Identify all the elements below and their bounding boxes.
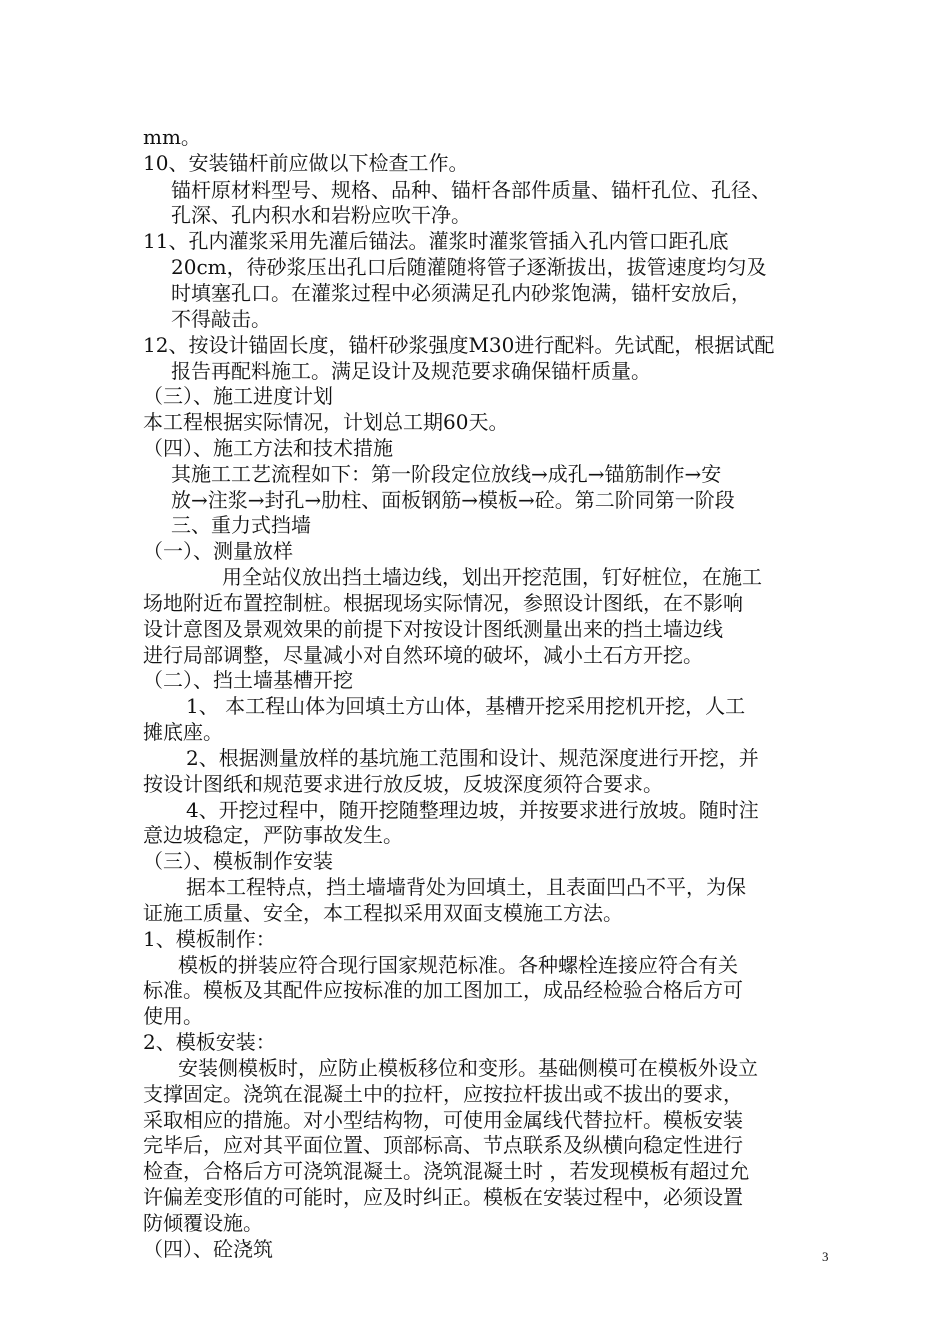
section-heading: （三）、模板制作安装 <box>143 849 333 873</box>
text-line: 20cm，待砂浆压出孔口后随灌随将管子逐渐拔出，拔管速度均匀及 <box>171 255 767 279</box>
text-line: 设计意图及景观效果的前提下对按设计图纸测量出来的挡土墙边线 <box>143 617 723 641</box>
text-line: 安装侧模板时，应防止模板移位和变形。基础侧模可在模板外设立 <box>178 1056 758 1080</box>
section-heading: 三、重力式挡墙 <box>171 513 311 537</box>
text-line: 许偏差变形值的可能时，应及时纠正。模板在安装过程中，必须设置 <box>143 1185 743 1209</box>
text-line: 使用。 <box>143 1004 203 1028</box>
text-line: 检查，合格后方可浇筑混凝土。浇筑混凝土时 ，若发现模板有超过允 <box>143 1159 750 1183</box>
text-line: 按设计图纸和规范要求进行放反坡，反坡深度须符合要求。 <box>143 772 663 796</box>
text-line: 模板的拼装应符合现行国家规范标准。各种螺栓连接应符合有关 <box>178 953 738 977</box>
text-line: 不得敲击。 <box>171 307 271 331</box>
text-line: 锚杆原材料型号、规格、品种、锚杆各部件质量、锚杆孔位、孔径、 <box>171 178 771 202</box>
text-line: 摊底座。 <box>143 720 223 744</box>
section-heading: （四）、施工方法和技术措施 <box>143 436 393 460</box>
text-line: 本工程根据实际情况，计划总工期60天。 <box>143 410 509 434</box>
text-line: 1、模板制作： <box>143 927 276 951</box>
text-line: 标准。模板及其配件应按标准的加工图加工，成品经检验合格后方可 <box>143 978 743 1002</box>
text-line: 2、模板安装： <box>143 1030 276 1054</box>
text-line: 12、按设计锚固长度，锚杆砂浆强度M30进行配料。先试配，根据试配 <box>143 333 775 357</box>
text-line: 2、根据测量放样的基坑施工范围和设计、规范深度进行开挖，并 <box>186 746 759 770</box>
text-line: 意边坡稳定，严防事故发生。 <box>143 823 403 847</box>
page-number: 3 <box>822 1249 829 1264</box>
text-line: 证施工质量、安全，本工程拟采用双面支模施工方法。 <box>143 901 623 925</box>
section-heading: （三）、施工进度计划 <box>143 384 333 408</box>
text-line: 11、孔内灌浆采用先灌后锚法。灌浆时灌浆管插入孔内管口距孔底 <box>143 229 729 253</box>
text-line: 采取相应的措施。对小型结构物，可使用金属线代替拉杆。模板安装 <box>143 1108 743 1132</box>
text-line: 时填塞孔口。在灌浆过程中必须满足孔内砂浆饱满，锚杆安放后， <box>171 281 751 305</box>
text-line: 用全站仪放出挡土墙边线，划出开挖范围，钉好桩位，在施工 <box>222 565 762 589</box>
section-heading: （一）、测量放样 <box>143 539 293 563</box>
text-line: 防倾覆设施。 <box>143 1211 263 1235</box>
text-line: 1、 本工程山体为回填土方山体，基槽开挖采用挖机开挖，人工 <box>186 694 746 718</box>
text-line: 孔深、孔内积水和岩粉应吹干净。 <box>171 203 471 227</box>
text-line: 其施工工艺流程如下：第一阶段定位放线→成孔→锚筋制作→安 <box>171 462 722 486</box>
text-line: 据本工程特点，挡土墙墙背处为回填土，且表面凹凸不平，为保 <box>186 875 746 899</box>
section-heading: （二）、挡土墙基槽开挖 <box>143 668 353 692</box>
section-heading: （四）、砼浇筑 <box>143 1237 273 1261</box>
text-line: 完毕后，应对其平面位置、顶部标高、节点联系及纵横向稳定性进行 <box>143 1133 743 1157</box>
text-line: 支撑固定。浇筑在混凝土中的拉杆，应按拉杆拔出或不拔出的要求， <box>143 1082 743 1106</box>
text-line: 进行局部调整，尽量减小对自然环境的破坏，减小土石方开挖。 <box>143 643 703 667</box>
text-line: mm。 <box>143 125 201 149</box>
text-line: 场地附近布置控制桩。根据现场实际情况，参照设计图纸，在不影响 <box>143 591 743 615</box>
text-line: 10、安装锚杆前应做以下检查工作。 <box>143 151 469 175</box>
text-line: 4、开挖过程中，随开挖随整理边坡，并按要求进行放坡。随时注 <box>186 798 759 822</box>
text-line: 报告再配料施工。满足设计及规范要求确保锚杆质量。 <box>171 359 651 383</box>
text-line: 放→注浆→封孔→肋柱、面板钢筋→模板→砼。第二阶同第一阶段 <box>171 488 735 512</box>
